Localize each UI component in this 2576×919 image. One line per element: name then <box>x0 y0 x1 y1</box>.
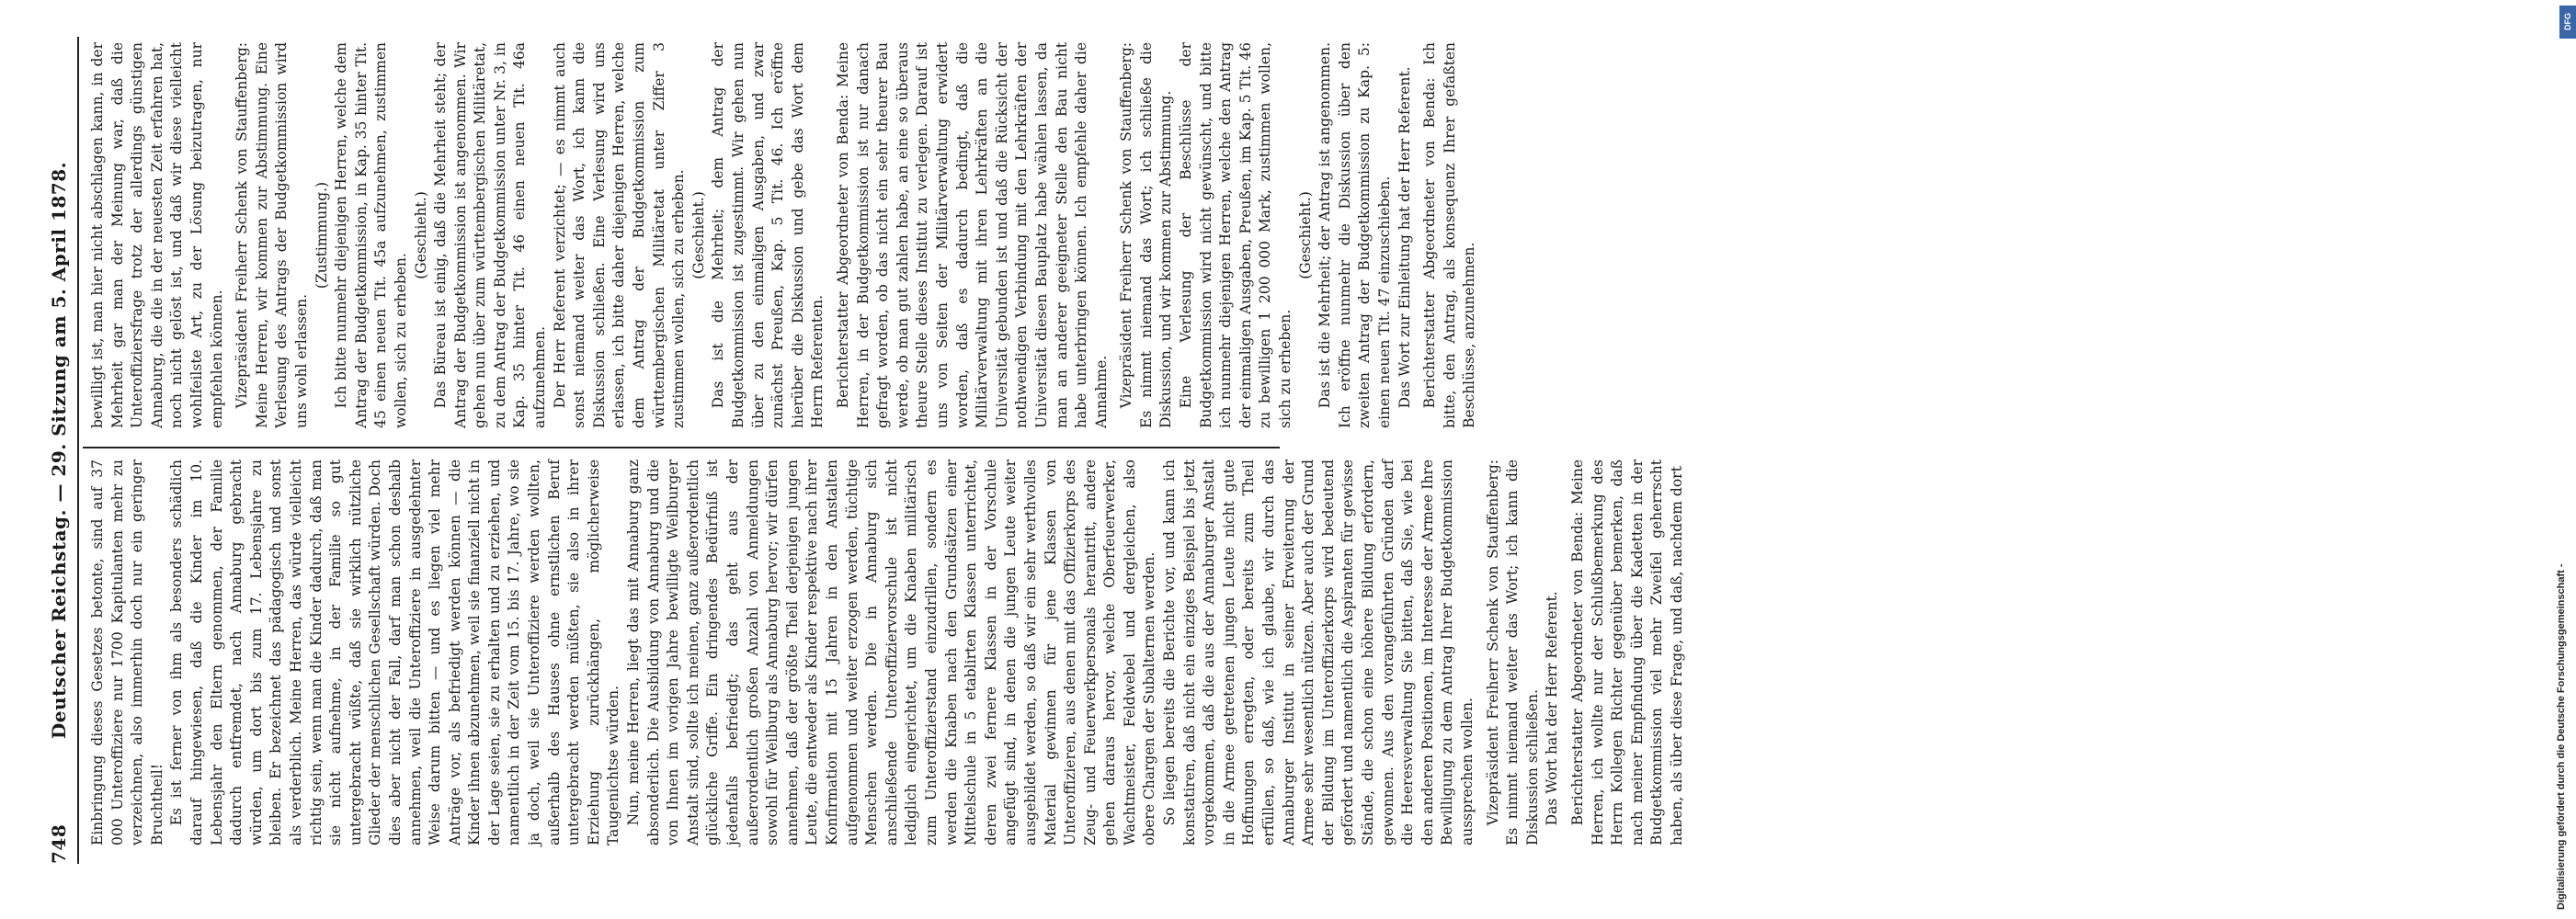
speaker-paragraph: Berichterstatter Abgeordneter von Benda: Ich bitte, den Antrag, als konsequenz Ihrer gefaßten Beschlüsse, anzunehmen. <box>1421 42 1478 428</box>
page-number: 748 <box>48 823 70 864</box>
header-rule <box>77 37 79 864</box>
paragraph: Eine Verlesung der Beschlüsse der Budgetkommission wird nicht gewünscht, und bitte ich nunmehr diejenigen Herren, welche den Antrag der einmaligen Ausgaben, Preußen, im Kap. 5 Tit. 46 zu bewilligen 1 200 000 Mark, zustimmen wollen, sich zu erheben. <box>1178 42 1294 428</box>
credit-text: Digitalisierung gefördert durch die Deutsche Forschungsgemeinschaft - <box>2556 563 2567 910</box>
stage-note: (Geschieht.) <box>1296 191 1314 279</box>
paragraph: Ich bitte nunmehr diejenigen Herren, welche dem Antrag der Budgetkommission, in Kap. 35 hinter Tit. 45 einen neuen Tit. 45a aufzunehmen, zustimmen wollen, sich zu erheben. <box>333 42 409 428</box>
stage-note: (Zustimmung.) <box>313 181 330 289</box>
paragraph: Das Wort zur Einleitung hat der Herr Referent. <box>1396 66 1413 409</box>
speaker-paragraph: Vizepräsident Freiherr Schenk von Stauffenberg: Es nimmt niemand weiter das Wort; ich kann die Diskussion schließen. <box>1484 460 1541 845</box>
paragraph: Es ist ferner von ihm als besonders schädlich darauf hingewiesen, daß die Kinder im 10. Lebensjahr den Eltern genommen, der Familie dadurch entfremdet, nach Annaburg gebracht würden, um dort bis zum 17. Lebensjahre zu bleiben. Er bezeichnet das pädagogisch und sonst als verderblich. Meine Herren, das würde vielleicht richtig sein, wenn man die Kinder dadurch, daß man sie nicht aufnehme, in der Familie so gut untergebracht wüßte, daß sie wirklich nützliche Glieder der menschlichen Gesellschaft würden. Doch dies aber nicht der Fall, darf man schon deshalb annehmen, weil die Unteroffiziere in ausgedehnter Weise darum bitten — und es liegen viel mehr Anträge vor, als befriedigt werden können — die Kinder ihnen abzunehmen, weil sie finanziell nicht in der Lage seien, sie zu erhalten und zu erziehen, und namentlich in der Zeit vom 15. bis 17. Jahre, wo sie ja doch, weil sie Unteroffiziere werden wollten, außerhalb des Hauses ohne ernstlichen Beruf untergebracht werden müßten, sie also in ihrer Erziehung zurückhängen, möglicherweise Taugenichtse würden. <box>168 460 622 845</box>
paragraph: Das ist die Mehrheit; der Antrag ist angenommen. Ich eröffne nunmehr die Diskussion über den zweiten Antrag der Budgetkommission zu Kap. 5: einen neuen Tit. 47 einzuschieben. <box>1316 42 1393 428</box>
paragraph: So liegen bereits die Berichte vor, und kann ich konstatiren, daß nicht ein einziges Beispiel bis jetzt vorgekommen, daß die aus der Annaburger Anstalt in die Armee getretenen jungen Leute nicht gute Hoffnungen erregten, oder bereits zum Theil erfüllen, so daß, wie ich glaube, wir durch das Annaburger Institut in seiner Erweiterung der Armee sehr wesentlich nützen. Aber auch der Grund der Bildung im Unteroffizierkorps wird bedeutend gefördert und namentlich die Aspiranten für gewisse Stände, die schon eine höhere Bildung erfordern, gewonnen. Aus den vorangeführten Gründen darf die Heeresverwaltung Sie bitten, daß Sie, wie bei den anderen Positionen, im Interesse der Armee Ihre Bewilligung zu dem Antrag Ihrer Budgetkommission aussprechen wollen. <box>1161 460 1476 845</box>
page-header <box>48 37 81 864</box>
paragraph: Einbringung dieses Gesetzes betonte, sind auf 37 000 Unteroffiziere nur 1700 Kapitulanten mehr zu verzeichnen, also immerhin doch nur ein geringer Bruchtheil! <box>89 460 165 845</box>
paragraph: bewilligt ist, man hier nicht abschlagen kann, in der Mehrheit gar man der Meinung war, daß die Unteroffiziersfrage trotz der allerdings günstigen Annaburg, die die in der neuesten Zeit erfahren hat, noch nicht gelöst ist, und daß wir diese vielleicht wohlfeilste Art, zu der Lösung beizutragen, nur empfehlen können. <box>89 42 225 428</box>
stage-note: (Geschieht.) <box>412 191 429 279</box>
paragraph: Nun, meine Herren, liegt das mit Annaburg ganz absonderlich. Die Ausbildung von Annaburg und die von Ihnen im vorigen Jahre bewilligte Weilburger Anstalt sind, sollte ich meinen, ganz außerordentlich glückliche Griffe. Ein dringendes Bedürfniß ist jedenfalls befriedigt; das geht aus der außerordentlich großen Anzahl von Anmeldungen sowohl für Weilburg als Annaburg hervor; wir dürfen annehmen, daß der größte Theil derjenigen jungen Leute, die entweder als Kinder respektive nach ihrer Konfirmation mit 15 Jahren in den Anstalten aufgenommen und weiter erzogen werden, tüchtige Menschen werden. Die in Annaburg sich anschließende Unteroffiziervorschule ist nicht lediglich eingerichtet, um die Knaben militärisch zum Unteroffizierstand einzudrillen, sondern es werden die Knaben nach den Grundsätzen einer Mittelschule in 5 etablirten Klassen unterrichtet, deren zwei fernere Klassen in der Vorschule angefügt sind, in denen die jungen Leute weiter ausgebildet werden, so daß wir ein sehr werthvolles Material gewinnen für jene Klassen von Unteroffizieren, aus denen mit das Offizierkorps des Zeug- und Feuerwerkpersonals herantritt, andere gehen daraus hervor, welche Oberfeuerwerker, Wachtmeister, Feldwebel und dergleichen, also obere Chargen der Subalternen werden. <box>625 460 1158 845</box>
left-column <box>88 460 1688 845</box>
running-title: Deutscher Reichstag. — 29. Sitzung am 5. April 1878. <box>48 161 70 740</box>
paragraph: Das Büreau ist einig, daß die Mehrheit steht; der Antrag der Budgetkommission ist angenommen. Wir gehen nun über zum württembergischen Militäretat, zu dem Antrag der Budgetkommission unter Nr. 3, in Kap. 35 hinter Tit. 46 einen neuen Tit. 46a aufzunehmen. <box>432 42 549 428</box>
dfg-logo: DFG <box>2559 6 2576 39</box>
paragraph: Das Wort hat der Herr Referent. <box>1544 591 1561 826</box>
paragraph: Der Herr Referent verzichtet; — es nimmt auch sonst niemand weiter das Wort, ich kann die Diskussion schließen. Eine Verlesung wird uns erlassen, ich bitte daher diejenigen Herren, welche dem Antrag der Budgetkommission zum württembergischen Militäretat unter Ziffer 3 zustimmen wollen, sich zu erheben. <box>551 42 688 428</box>
speaker-paragraph: Berichterstatter Abgeordneter von Benda: Meine Herren, in der Budgetkommission ist nur danach gefragt worden, ob das nicht ein sehr theurer Bau werde, ob man gut zahlen habe, an eine so überaus theure Stelle dieses Institut zu verlegen. Darauf ist uns von Seiten der Militärverwaltung erwidert worden, daß es dadurch bedingt, daß die Militärverwaltung mit ihren Lehrkräften an die Universität gebunden ist und daß die Rücksicht der nothwendigen Verbindung mit den Lehrkräften der Universität diesen Bauplatz habe wählen lassen, da man an anderer geeigneter Stelle den Bau nicht habe unterbringen können. Ich empfehle daher die Annahme. <box>834 42 1110 428</box>
speaker-paragraph: Berichterstatter Abgeordneter von Benda: Meine Herren, ich wollte nur der Schlußbemerkung des Herrn Kollegen Richter gegenüber bemerken, daß nach meiner Empfindung über die Kadetten in der Budgetkommission viel mehr Zweifel geherrscht haben, als über diese Frage, und daß, nachdem dort <box>1568 460 1685 845</box>
stage-note: (Geschieht.) <box>690 191 707 279</box>
paragraph: Das ist die Mehrheit; dem Antrag der Budgetkommission ist zugestimmt. Wir gehen nun über zu den einmaligen Ausgaben, und zwar zunächst Preußen, Kap. 5 Tit. 46. Ich eröffne hierüber die Diskussion und gebe das Wort dem Herrn Referenten. <box>710 42 826 428</box>
speaker-paragraph: Vizepräsident Freiherr Schenk von Stauffenberg: Es nimmt niemand das Wort; ich schließe die Diskussion, und wir kommen zur Abstimmung. <box>1118 42 1175 428</box>
column-divider <box>83 447 1280 448</box>
speaker-paragraph: Vizepräsident Freiherr Schenk von Stauffenberg: Meine Herren, wir kommen zur Abstimmung. Eine Verlesung des Antrags der Budgetkommission wird uns wohl erlassen. <box>234 42 310 428</box>
